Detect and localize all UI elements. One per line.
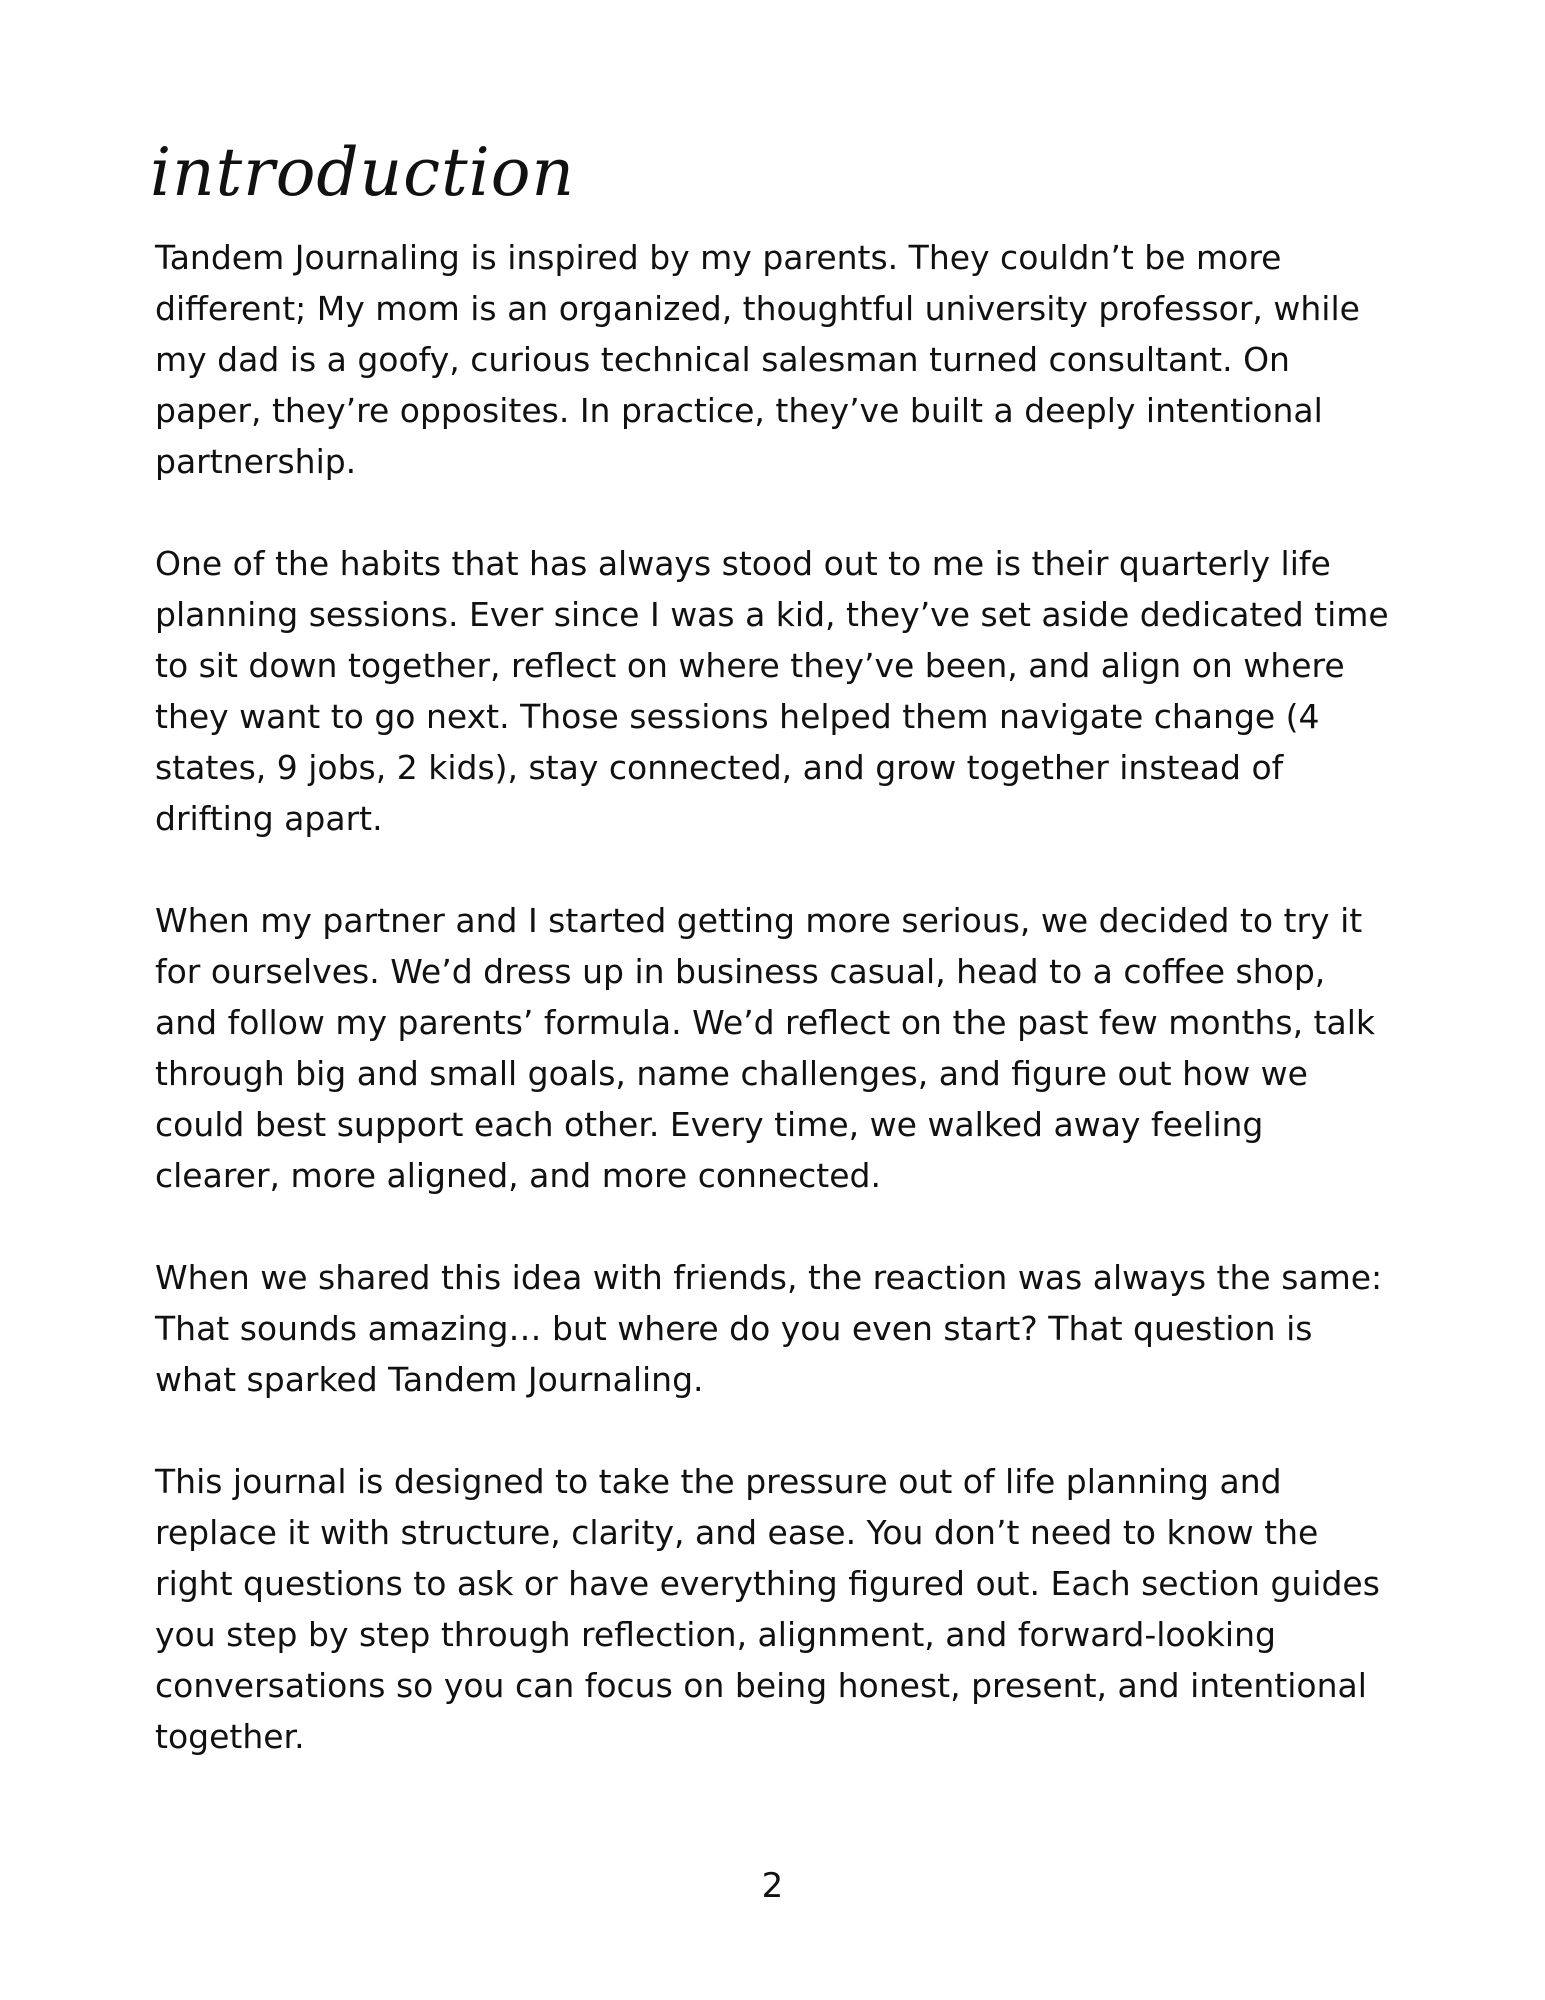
page-number: 2 (761, 1866, 784, 1906)
body-text (155, 232, 1395, 1813)
paragraph-5: This journal is designed to take the pressure out of life planning and replace it with structure, clarity, and ease. You don’t need to know the right questions to ask or have everything figured out. Each section guides you step by step through reflection, alignment, and forward-looking conversations so you can focus on being honest, present, and intentional together. (155, 1462, 1380, 1756)
paragraph-2: One of the habits that has always stood out to me is their quarterly life planning sessions. Ever since I was a kid, they’ve set aside dedicated time to sit down together, reflect on where they’ve been, and align on where they want to go next. Those sessions helped them navigate change (4 states, 9 jobs, 2 kids), stay connected, and grow together instead of drifting apart. (155, 544, 1389, 838)
page-heading: introduction (150, 134, 576, 211)
paragraph-3: When my partner and I started getting more serious, we decided to try it for ourselves. We’d dress up in business casual, head to a coffee shop, and follow my parents’ formula. We’d reflect on the past few months, talk through big and small goals, name challenges, and figure out how we could best support each other. Every time, we walked away feeling clearer, more aligned, and more connected. (155, 901, 1376, 1195)
paragraph-4: When we shared this idea with friends, the reaction was always the same: That sounds amazing… but where do you even start? That question is what sparked Tandem Journaling. (155, 1258, 1383, 1399)
paragraph-1: Tandem Journaling is inspired by my parents. They couldn’t be more different; My mom is an organized, thoughtful university professor, while my dad is a goofy, curious technical salesman turned consultant. On paper, they’re opposites. In practice, they’ve built a deeply intentional partnership. (155, 238, 1360, 481)
